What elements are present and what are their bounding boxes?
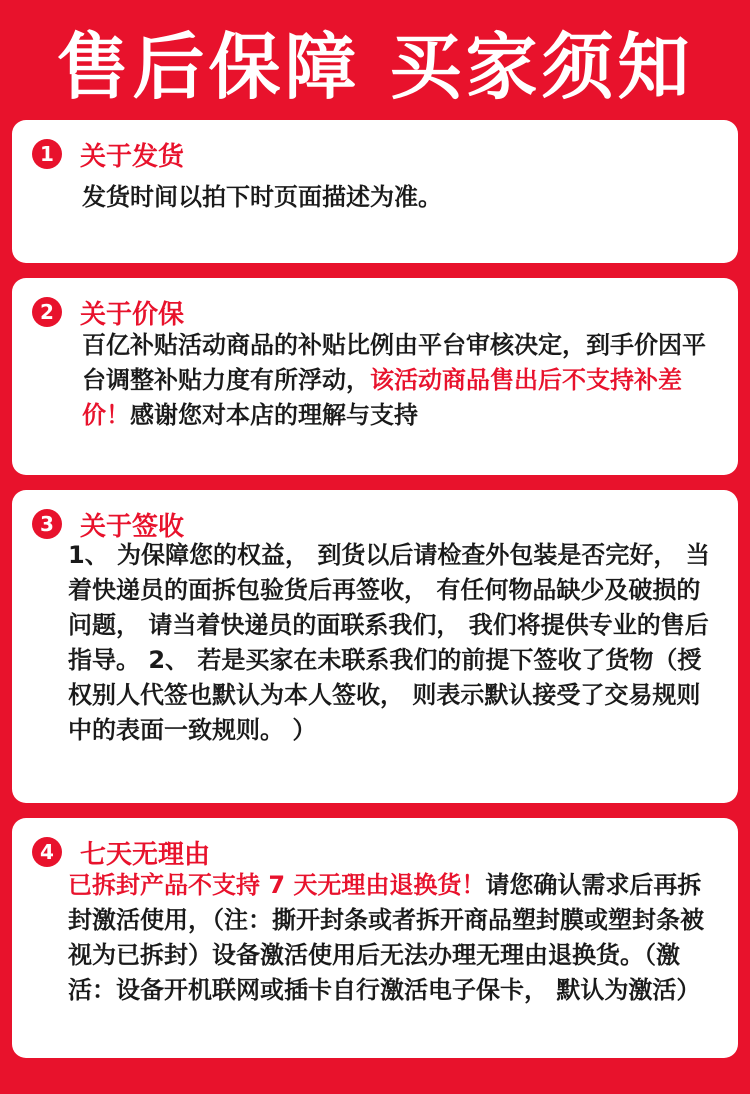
- section-title: 关于价保: [80, 299, 185, 330]
- section-header: [32, 506, 184, 542]
- body-text: 1、 为保障您的权益， 到货以后请检查外包装是否完好， 当着快递员的面拆包验货后再签收， 有任何物品缺少及破损的问题， 请当着快递员的面联系我们， 我们将提供专业的售后指导。 2、 若是买家在未联系我们的前提下签收了货物（授权别人代签也默认为本人签收， 则表示默认接受了交易规则中的表面一致规则。 ）: [68, 541, 710, 744]
- number-badge: 1: [32, 139, 62, 169]
- section-seven-day-return: [12, 818, 738, 1058]
- section-header: [32, 834, 210, 870]
- body-highlight: 已拆封产品不支持 7 天无理由退换货！: [68, 871, 486, 899]
- section-price-protection: [12, 278, 738, 475]
- body-highlight: 该活动商品售出后不支持补差价！: [82, 366, 682, 429]
- section-body: [68, 868, 718, 1008]
- section-body: [68, 538, 718, 748]
- section-shipping: [12, 120, 738, 263]
- section-receipt: [12, 490, 738, 803]
- section-body: [82, 180, 712, 215]
- body-text: 发货时间以拍下时页面描述为准。: [82, 183, 442, 211]
- section-title: 关于发货: [80, 141, 185, 172]
- number-badge: 4: [32, 837, 62, 867]
- page-title: 售后保障 买家须知: [56, 25, 694, 109]
- section-header: [32, 294, 184, 330]
- number-badge: 3: [32, 509, 62, 539]
- section-title: 关于签收: [80, 511, 185, 542]
- section-body: [82, 328, 718, 433]
- body-text: 百亿补贴活动商品的补贴比例由平台审核决定，到手价因平台调整补贴力度有所浮动，: [82, 331, 706, 394]
- section-header: [32, 136, 184, 172]
- body-text-tail: 请您确认需求后再拆封激活使用，（注：撕开封条或者拆开商品塑封膜或塑封条被视为已拆封）设备激活使用后无法办理无理由退换货。（激活：设备开机联网或插卡自行激活电子保卡， 默认为激活）: [68, 871, 704, 1004]
- body-text-tail: 感谢您对本店的理解与支持: [130, 401, 418, 429]
- section-title: 七天无理由: [80, 839, 211, 870]
- number-badge: 2: [32, 297, 62, 327]
